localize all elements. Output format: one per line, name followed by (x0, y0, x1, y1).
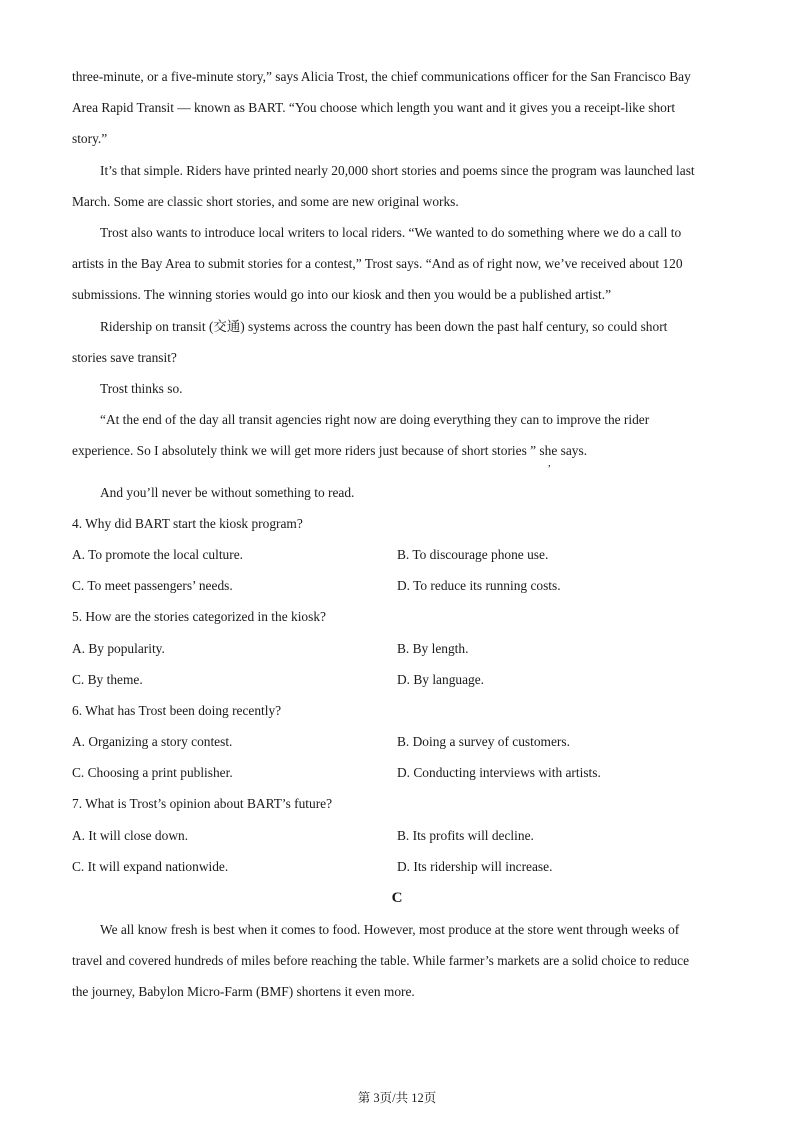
option-b: B. Doing a survey of customers. (397, 734, 570, 749)
page-number: 第 3页/共 12页 (357, 1091, 437, 1105)
option-b: B. Its profits will decline. (397, 828, 534, 843)
section-heading: C (391, 890, 403, 906)
option-c: C. Choosing a print publisher. (72, 765, 233, 780)
paragraph-first-line: We all know fresh is best when it comes to food. However, most produce at the store went through weeks of (100, 922, 680, 937)
option-d: D. To reduce its running costs. (397, 578, 561, 593)
passage-line: three-minute, or a five-minute story,” says Alicia Trost, the chief communications officer for the San Francisco Bay (72, 69, 691, 84)
passage-line: artists in the Bay Area to submit stories for a contest,” Trost says. “And as of right now, we’ve received about 120 (72, 256, 683, 271)
question-stem: 7. What is Trost’s opinion about BART’s future? (72, 796, 333, 811)
option-c: C. By theme. (72, 672, 143, 687)
option-d: D. By language. (397, 672, 485, 687)
option-a: A. By popularity. (72, 641, 165, 656)
stray-comma: , (548, 457, 551, 469)
passage-line: stories save transit? (72, 350, 177, 365)
passage-line: the journey, Babylon Micro-Farm (BMF) shortens it even more. (72, 984, 415, 999)
question-stem: 4. Why did BART start the kiosk program? (72, 516, 303, 531)
option-a: A. To promote the local culture. (72, 547, 243, 562)
option-d: D. Its ridership will increase. (397, 859, 553, 874)
question-stem: 6. What has Trost been doing recently? (72, 703, 282, 718)
paragraph-first-line: And you’ll never be without something to read. (100, 485, 355, 500)
paragraph-first-line: Ridership on transit (交通) systems across the country has been down the past half century, so could short (100, 319, 668, 334)
option-a: A. Organizing a story contest. (72, 734, 233, 749)
passage-line: travel and covered hundreds of miles before reaching the table. While farmer’s markets are a solid choice to reduce (72, 953, 690, 968)
passage-line: experience. So I absolutely think we will get more riders just because of short stories ” she says. (72, 443, 588, 458)
option-b: B. By length. (397, 641, 469, 656)
option-c: C. To meet passengers’ needs. (72, 578, 233, 593)
option-c: C. It will expand nationwide. (72, 859, 229, 874)
paragraph-first-line: “At the end of the day all transit agencies right now are doing everything they can to improve the rider (100, 412, 650, 427)
passage-line: story.” (72, 131, 108, 146)
question-stem: 5. How are the stories categorized in the kiosk? (72, 609, 326, 624)
option-b: B. To discourage phone use. (397, 547, 549, 562)
option-d: D. Conducting interviews with artists. (397, 765, 601, 780)
passage-line: Area Rapid Transit — known as BART. “You choose which length you want and it gives you a receipt-like short (72, 100, 676, 115)
passage-line: submissions. The winning stories would go into our kiosk and then you would be a published artist.” (72, 287, 612, 302)
paragraph-first-line: Trost also wants to introduce local writers to local riders. “We wanted to do something where we do a call to (100, 225, 682, 240)
paragraph-first-line: It’s that simple. Riders have printed nearly 20,000 short stories and poems since the program was launched last (100, 163, 695, 178)
option-a: A. It will close down. (72, 828, 189, 843)
passage-line: March. Some are classic short stories, and some are new original works. (72, 194, 459, 209)
paragraph-first-line: Trost thinks so. (100, 381, 183, 396)
